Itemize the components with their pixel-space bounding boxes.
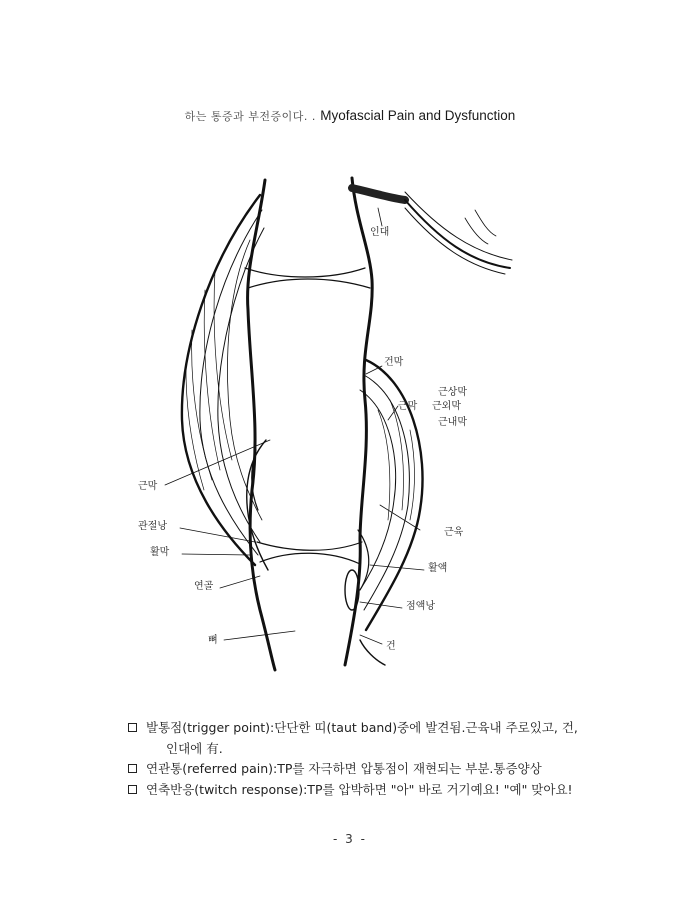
label-ligament: 인대 bbox=[370, 227, 390, 238]
header-source-title: Myofascial Pain and Dysfunction bbox=[320, 108, 516, 123]
label-synovium: 활막 bbox=[150, 547, 170, 558]
label-tendon: 건 bbox=[386, 641, 396, 652]
label-muscle-fascia: 근막 bbox=[138, 481, 158, 492]
label-perimysium: 근외막 bbox=[432, 401, 461, 412]
page-number: - 3 - bbox=[333, 832, 367, 846]
label-endomysium: 근내막 bbox=[438, 417, 467, 428]
header-korean-text: 하는 통증과 부전증이다. . bbox=[184, 110, 316, 123]
definition-notes bbox=[128, 722, 598, 804]
anatomy-figure bbox=[120, 170, 540, 680]
label-epimysium: 근상막 bbox=[438, 387, 467, 398]
checkbox-square-icon bbox=[128, 785, 137, 794]
note-item bbox=[128, 763, 598, 776]
note-text: 연축반응(twitch response):TP를 압박하면 "아" 바로 거기예요! "예" 맞아요! bbox=[146, 781, 573, 797]
checkbox-square-icon bbox=[128, 764, 137, 773]
label-bone: 뼈 bbox=[208, 635, 218, 646]
note-item bbox=[128, 781, 598, 797]
note-item bbox=[128, 722, 598, 755]
label-cartilage: 연골 bbox=[194, 581, 214, 592]
label-joint-capsule: 관절낭 bbox=[138, 521, 167, 532]
note-text: 연관통(referred pain):TP를 자극하면 압통점이 재현되는 부분.통증양상 bbox=[146, 761, 542, 776]
label-fascia: 근막 bbox=[398, 401, 418, 412]
label-tendon-sheath: 건막 bbox=[384, 357, 404, 368]
checkbox-square-icon bbox=[128, 723, 137, 732]
note-text: 발통점(trigger point):단단한 띠(taut band)중에 발견됨.근육내 주로있고, 건, bbox=[146, 720, 578, 735]
label-muscle: 근육 bbox=[444, 527, 464, 538]
note-continuation: 인대에 有. bbox=[166, 740, 223, 756]
joint-muscle-illustration bbox=[120, 170, 540, 680]
label-bursa: 점액낭 bbox=[406, 601, 435, 612]
page-header bbox=[0, 108, 700, 124]
label-synovial-fluid: 활액 bbox=[428, 563, 448, 574]
